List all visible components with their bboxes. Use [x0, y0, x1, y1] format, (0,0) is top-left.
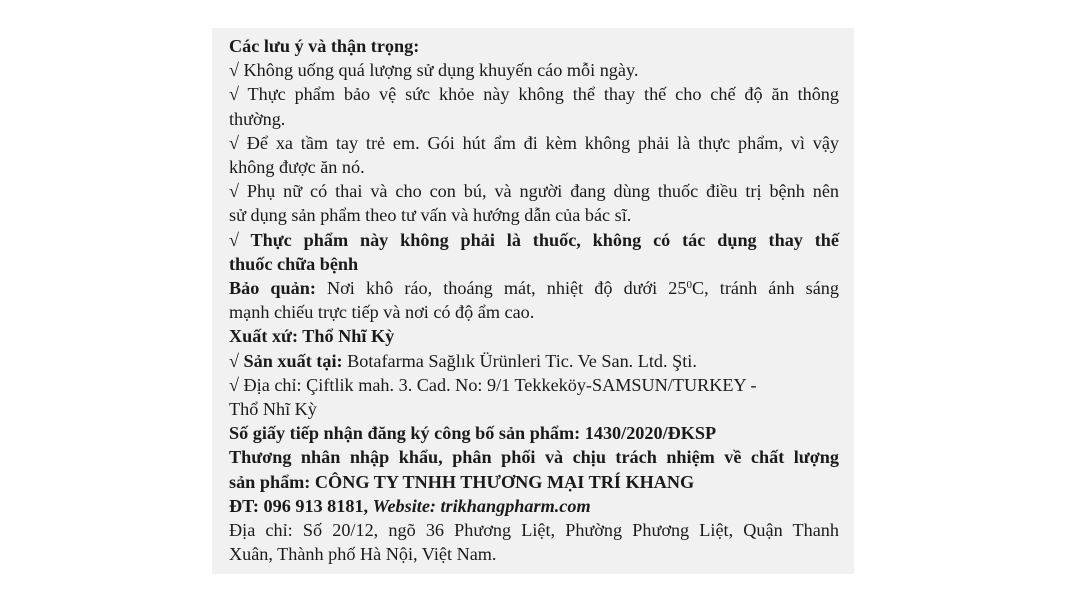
- storage-label: Bảo quản:: [229, 278, 316, 299]
- made-in-line: [229, 349, 854, 373]
- storage-text-b: C, tránh ánh sáng: [692, 278, 839, 299]
- storage-line-1: [229, 276, 839, 300]
- manufacturer-address-line-1: √ Địa chỉ: Çiftlik mah. 3. Cad. No: 9/1 Tekkeköy-SAMSUN/TURKEY -: [229, 374, 757, 395]
- importer-phone: ĐT: 096 913 8181,: [229, 495, 373, 516]
- precautions-heading: Các lưu ý và thận trọng:: [229, 36, 420, 56]
- precaution-item-2-line-2: thường.: [229, 108, 286, 129]
- importer-website: Website: trikhangpharm.com: [372, 495, 591, 516]
- made-in-label: √ Sản xuất tại:: [229, 350, 343, 371]
- storage-line-2: mạnh chiếu trực tiếp và nơi có độ ẩm cao.: [229, 302, 535, 323]
- degree-superscript: 0: [686, 279, 692, 292]
- precaution-item-1: √ Không uống quá lượng sử dụng khuyến cáo mỗi ngày.: [229, 60, 639, 81]
- storage-text-a: Nơi khô ráo, thoáng mát, nhiệt độ dưới 25: [315, 278, 687, 299]
- product-label-panel: [212, 28, 854, 574]
- precaution-item-3-line-2: không được ăn nó.: [229, 157, 365, 178]
- importer-address-line-1: Địa chỉ: Số 20/12, ngõ 36 Phương Liệt, Phường Phương Liệt, Quận Thanh: [229, 520, 839, 541]
- importer-address-line-2: Xuân, Thành phố Hà Nội, Việt Nam.: [229, 544, 497, 565]
- origin-heading: Xuất xứ: Thổ Nhĩ Kỳ: [229, 326, 395, 347]
- importer-line-2: sản phẩm: CÔNG TY TNHH THƯƠNG MẠI TRÍ KHANG: [229, 471, 695, 492]
- precaution-item-3-line-1: √ Để xa tầm tay trẻ em. Gói hút ẩm đi kèm không phải là thực phẩm, vì vậy: [229, 132, 839, 153]
- precaution-item-4-line-2: sử dụng sản phẩm theo tư vấn và hướng dẫn của bác sĩ.: [229, 205, 632, 226]
- importer-line-1: Thương nhân nhập khẩu, phân phối và chịu trách nhiệm về chất lượng: [229, 447, 839, 468]
- importer-contact-line: [229, 494, 854, 518]
- precaution-item-5-line-1: √ Thực phẩm này không phải là thuốc, không có tác dụng thay thế: [229, 229, 839, 250]
- made-in-value: Botafarma Sağlık Ürünleri Tic. Ve San. Ltd. Şti.: [342, 350, 697, 371]
- precaution-item-5-line-2: thuốc chữa bệnh: [229, 253, 359, 274]
- precaution-item-2-line-1: √ Thực phẩm bảo vệ sức khỏe này không thể thay thế cho chế độ ăn thông: [229, 84, 839, 105]
- registration-number: Số giấy tiếp nhận đăng ký công bố sản phẩm: 1430/2020/ĐKSP: [229, 423, 717, 444]
- precaution-item-4-line-1: √ Phụ nữ có thai và cho con bú, và người đang dùng thuốc điều trị bệnh nên: [229, 181, 839, 202]
- manufacturer-address-line-2: Thổ Nhĩ Kỳ: [229, 399, 317, 420]
